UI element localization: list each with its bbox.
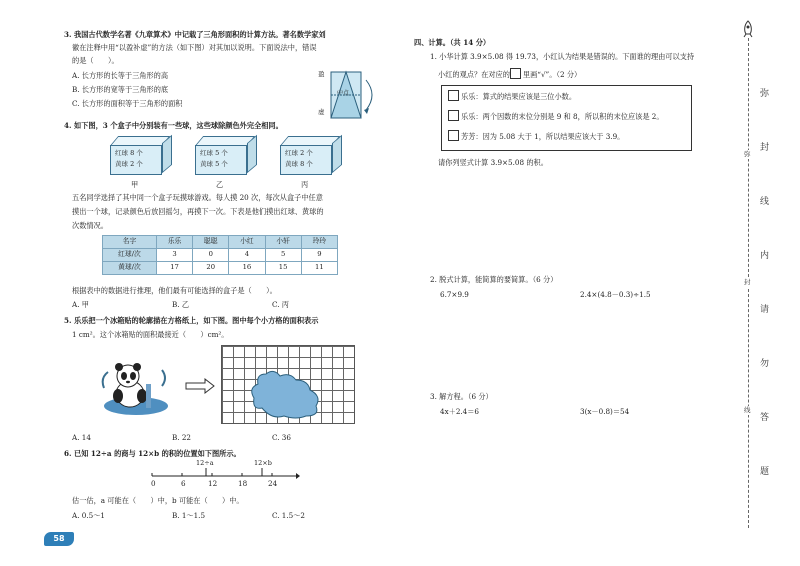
checkbox[interactable]: [448, 90, 459, 101]
q6-option-b: B. 1～1.5: [172, 511, 206, 520]
table-cell: 红球/次: [103, 249, 157, 262]
q3-option-c: C. 长方形的面积等于三角形的面积: [72, 99, 183, 108]
box-jia: [110, 136, 170, 180]
arrow-right-icon: [185, 378, 215, 394]
margin-word: 题: [760, 467, 770, 477]
table-cell: 聪聪: [193, 236, 229, 249]
calc-q1-line2a: 小红的观点？在对应的: [438, 70, 510, 79]
reason-option-1-text: 乐乐：算式的结果应该是三位小数。: [461, 92, 577, 101]
q4-line2: 五名同学选择了其中同一个盒子玩摸球游戏。每人摸 20 次，每次从盒子中任意: [72, 193, 323, 202]
margin-word: 勿: [760, 359, 770, 369]
q3-line1: 3. 我国古代数学名著《九章算术》中记载了三角形面积的计算方法。著名数学家刘: [64, 30, 326, 39]
reason-option-2[interactable]: [448, 110, 664, 122]
answer-box-icon: [510, 68, 521, 79]
table-cell: 小轩: [265, 236, 301, 249]
q5-option-c: C. 36: [272, 433, 291, 442]
table-cell: 5: [265, 249, 301, 262]
table-cell: 小红: [229, 236, 265, 249]
reason-option-1[interactable]: [448, 90, 576, 102]
rocket-icon: [742, 20, 754, 38]
grid-paper: [221, 345, 355, 424]
table-cell: 3: [156, 249, 192, 262]
margin-word: 封: [760, 143, 770, 153]
calc-q3-eq2: 3(x－0.8)＝54: [580, 407, 630, 416]
tick-label: 12: [208, 479, 218, 488]
table-cell: 乐乐: [156, 236, 192, 249]
q3-fig-top-label: 盈: [318, 70, 325, 78]
q3-option-b: B. 长方形的宽等于三角形的底: [72, 85, 169, 94]
margin-word: 弥: [760, 89, 770, 99]
box-yi-label: 乙: [216, 180, 224, 189]
q6-option-c: C. 1.5～2: [272, 511, 306, 520]
q6-option-a: A. 0.5～1: [72, 511, 105, 520]
tick-label: 18: [238, 479, 248, 488]
q5-option-b: B. 22: [172, 433, 191, 442]
box-yi-yellow: 黄球 5 个: [200, 160, 228, 168]
q6-line2: 估一估，a 可能在（ ）中，b 可能在（ ）中。: [72, 496, 244, 505]
q4-option-a: A. 甲: [72, 300, 89, 309]
q3-fig-bottom-label: 虚: [318, 108, 325, 116]
margin-word: 请: [760, 305, 770, 315]
box-yi: [195, 136, 255, 180]
box-jia-red: 红球 8 个: [115, 149, 143, 157]
table-cell: 20: [193, 262, 229, 275]
q3-fig-mid-label: 中点: [337, 90, 350, 97]
reason-option-2-text: 乐乐：两个因数的末位分别是 9 和 8，所以积的末位应该是 2。: [461, 112, 664, 121]
q4-line1: 4. 如下图，3 个盒子中分别装有一些球，这些球除颜色外完全相同。: [64, 121, 283, 130]
number-line-label-b: 12×b: [254, 459, 272, 467]
page-number-badge: 58: [44, 532, 74, 546]
checkbox[interactable]: [448, 130, 459, 141]
q5-option-a: A. 14: [72, 433, 91, 442]
calc-q1-line2b: 里画“√”。（2 分）: [522, 70, 582, 79]
q4-line5: 根据表中的数据进行推理，他们最有可能选择的盒子是（ ）。: [72, 286, 277, 295]
table-cell: 名字: [103, 236, 157, 249]
q3-triangle-figure: [316, 70, 386, 120]
seal-line-label: 封: [744, 278, 751, 286]
box-bing-yellow: 黄球 8 个: [285, 160, 313, 168]
q5-line1: 5. 乐乐把一个冰箱贴的轮廓描在方格纸上，如下图。图中每个小方格的面积表示: [64, 316, 319, 325]
table-row: [103, 262, 338, 275]
number-line-label-a: 12÷a: [196, 459, 214, 467]
box-bing-red: 红球 2 个: [285, 149, 313, 157]
calc-q3-line1: 3. 解方程。（6 分）: [430, 392, 493, 401]
q4-line4: 次数情况。: [72, 221, 108, 230]
box-jia-label: 甲: [131, 180, 139, 189]
margin-word: 线: [760, 197, 770, 207]
margin-word: 内: [760, 251, 770, 261]
seal-line-label: 线: [744, 406, 751, 414]
table-cell: 9: [301, 249, 337, 262]
table-cell: 玲玲: [301, 236, 337, 249]
q3-option-a: A. 长方形的长等于三角形的高: [72, 71, 169, 80]
calc-q2-expr2: 2.4×(4.8－0.3)÷1.5: [580, 290, 651, 299]
table-cell: 黄球/次: [103, 262, 157, 275]
calc-q2-line1: 2. 脱式计算，能简算的要简算。（6 分）: [430, 275, 558, 284]
q4-option-c: C. 丙: [272, 300, 289, 309]
box-bing: [280, 136, 340, 180]
panda-fridge-magnet-image: [96, 358, 171, 418]
calc-q3-eq1: 4x＋2.4＝6: [440, 407, 480, 416]
seal-line-label: 弥: [744, 150, 751, 158]
reason-option-3-text: 芳芳：因为 5.08 大于 1，所以结果应该大于 3.9。: [461, 132, 625, 141]
q6-line1: 6. 已知 12÷a 的商与 12×b 的积的位置如下图所示。: [64, 449, 241, 458]
number-line: [148, 462, 300, 490]
q3-line2: 徽在注释中用“以盈补虚”的方法（如下图）对其加以说明。下面说法中，错误: [72, 43, 317, 52]
checkbox[interactable]: [448, 110, 459, 121]
box-jia-yellow: 黄球 2 个: [115, 160, 143, 168]
calc-q1-line2: [438, 68, 581, 80]
box-yi-red: 红球 5 个: [200, 149, 228, 157]
table-header-row: [103, 236, 338, 249]
calc-q1-line3: 请你列竖式计算 3.9×5.08 的积。: [438, 158, 548, 167]
table-cell: 0: [193, 249, 229, 262]
table-cell: 4: [229, 249, 265, 262]
margin-word: 答: [760, 413, 770, 423]
reason-option-3[interactable]: [448, 130, 624, 142]
tally-table: [102, 235, 338, 275]
q3-line3: 的是（ ）。: [72, 56, 119, 65]
table-cell: 11: [301, 262, 337, 275]
table-cell: 16: [229, 262, 265, 275]
tick-label: 0: [151, 479, 156, 488]
q4-line3: 摸出一个球，记录颜色后放回摇匀，再摸下一次。下表是他们摸出红球、黄球的: [72, 207, 324, 216]
tick-label: 6: [181, 479, 186, 488]
calc-q1-line1: 1. 小华计算 3.9×5.08 得 19.73，小红认为结果是错误的。下面谁的理由可以支持: [430, 52, 695, 61]
table-cell: 17: [156, 262, 192, 275]
q4-option-b: B. 乙: [172, 300, 190, 309]
section-title: 四、计算。（共 14 分）: [414, 38, 491, 47]
table-cell: 15: [265, 262, 301, 275]
box-bing-label: 丙: [301, 180, 309, 189]
calc-q2-expr1: 6.7×9.9: [440, 290, 469, 299]
table-row: [103, 249, 338, 262]
q5-line2: 1 cm²。这个冰箱贴的面积最接近（ ）cm²。: [72, 330, 229, 339]
tick-label: 24: [268, 479, 278, 488]
